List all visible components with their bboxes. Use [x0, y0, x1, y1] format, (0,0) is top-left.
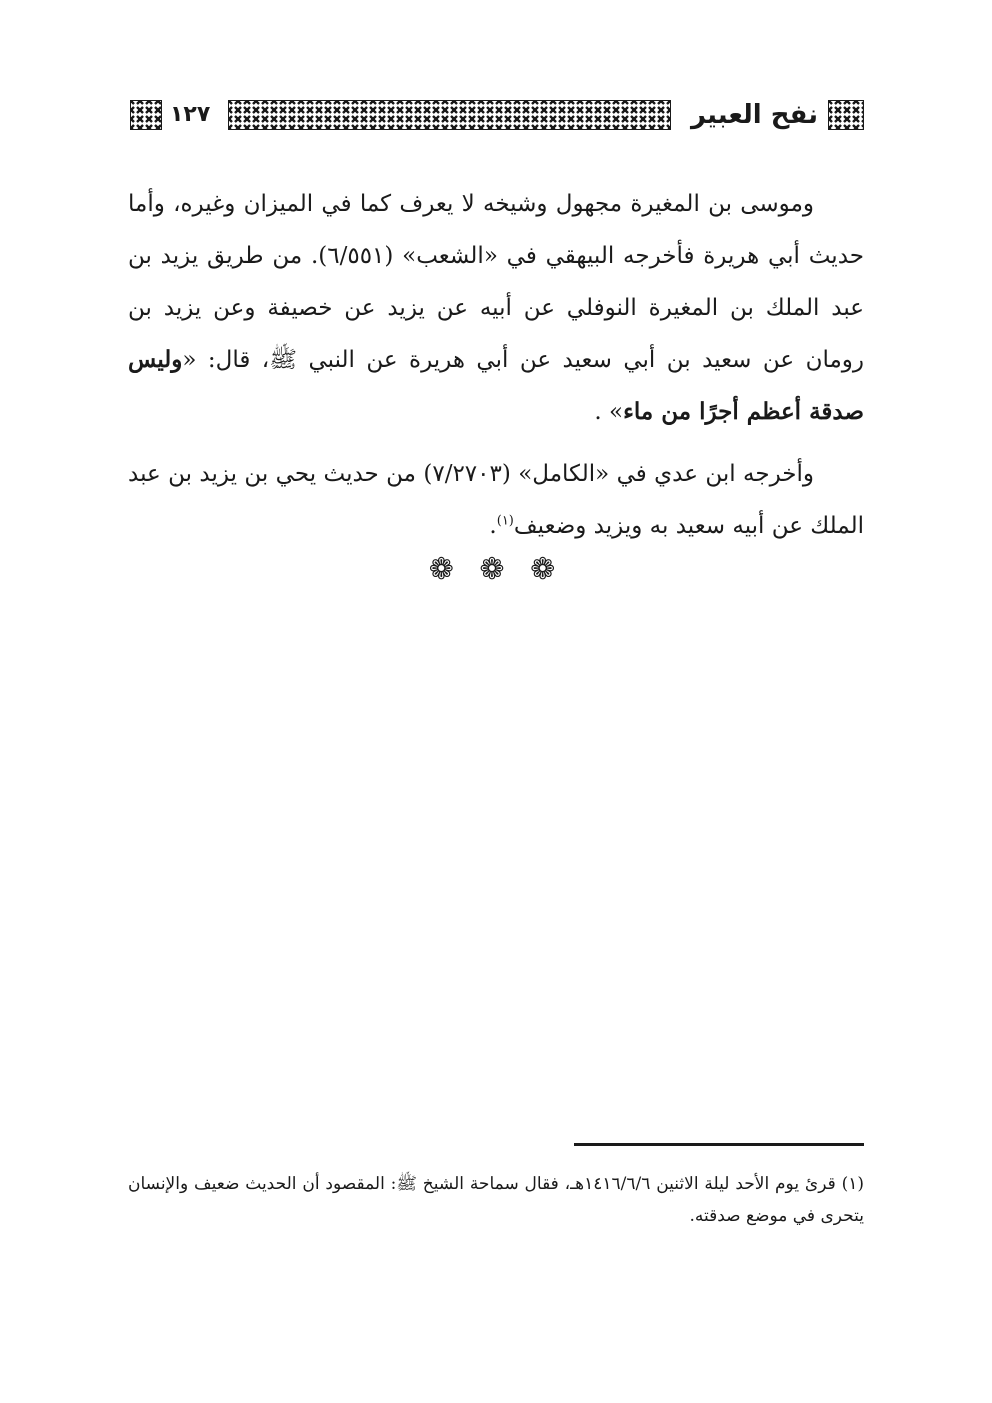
footnote-reference[interactable]: (١): [496, 513, 514, 529]
header-ornament-right: [828, 100, 864, 130]
running-header: [130, 96, 864, 134]
header-title: نفح العبير: [690, 100, 818, 130]
paragraph-2-text: وأخرجه ابن عدي في «الكامل» (٧/٢٧٠٣) من حديث يحي بن يزيد بن عبد الملك عن أبيه سعيد به ويزيد وضعيف: [128, 461, 864, 539]
footnote-separator: [574, 1143, 864, 1146]
paragraph-1-end: » .: [594, 399, 624, 425]
paragraph-1: [128, 178, 864, 438]
main-text: [128, 178, 864, 562]
page-number: ١٢٧: [170, 102, 211, 127]
paragraph-2-end: .: [489, 513, 497, 539]
hadith-quote: وليس صدقة أعظم أجرًا من ماء: [128, 346, 864, 425]
header-ornament-band: [228, 100, 671, 130]
paragraph-1-text: وموسى بن المغيرة مجهول وشيخه لا يعرف كما في الميزان وغيره، وأما حديث أبي هريرة فأخرجه البيهقي في «الشعب» (٦/٥٥١). من طريق يزيد بن عبد الملك بن المغيرة النوفلي عن أبيه عن يزيد عن خصيفة وعن يزيد بن رومان عن سعيد بن أبي سعيد عن أبي هريرة عن النبي ﷺ، قال: «: [128, 191, 864, 373]
footnote: (١) قرئ يوم الأحد ليلة الاثنين ١٤١٦/٦/٦هـ، فقال سماحة الشيخ ﷺ: المقصود أن الحديث ضعيف والإنسان يتحرى في موضع صدقته.: [128, 1174, 865, 1226]
section-divider-ornament: ❁ ❁ ❁: [428, 552, 564, 587]
header-ornament-left: [130, 100, 162, 130]
paragraph-2: [128, 448, 864, 552]
